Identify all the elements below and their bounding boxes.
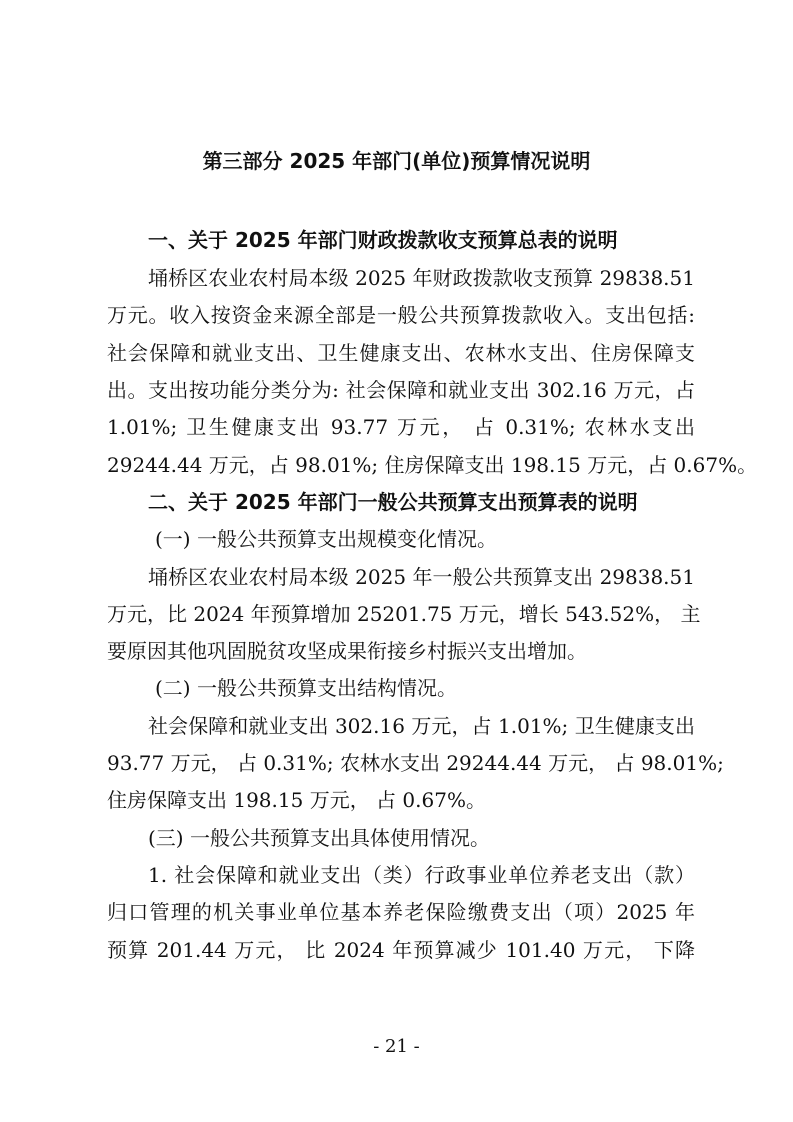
- paragraph-line: 万元。收入按资金来源全部是一般公共预算拨款收入。支出包括:: [107, 303, 695, 327]
- paragraph-line: 社会保障和就业支出 302.16 万元，占 1.01%; 卫生健康支出: [148, 714, 695, 738]
- paragraph-line: 万元，比 2024 年预算增加 25201.75 万元，增长 543.52%， 主: [107, 602, 701, 626]
- paragraph-line: 社会保障和就业支出、卫生健康支出、农林水支出、住房保障支: [107, 341, 695, 365]
- paragraph-line: 93.77 万元， 占 0.31%; 农林水支出 29244.44 万元， 占 98.01%;: [107, 751, 724, 775]
- page-number: - 21 -: [373, 1036, 420, 1057]
- paragraph-line: 住房保障支出 198.15 万元， 占 0.67%。: [107, 788, 486, 812]
- paragraph-line: 埇桥区农业农村局本级 2025 年一般公共预算支出 29838.51: [148, 565, 695, 589]
- paragraph-line: 归口管理的机关事业单位基本养老保险缴费支出（项）2025 年: [107, 900, 695, 924]
- subsection-heading: (二) 一般公共预算支出结构情况。: [155, 676, 457, 700]
- document-title: 第三部分 2025 年部门(单位)预算情况说明: [202, 149, 591, 173]
- section-heading-1: 一、关于 2025 年部门财政拨款收支预算总表的说明: [148, 228, 618, 252]
- paragraph-line: 预算 201.44 万元， 比 2024 年预算减少 101.40 万元， 下降: [107, 938, 695, 962]
- subsection-heading: (一) 一般公共预算支出规模变化情况。: [155, 527, 497, 551]
- section-heading-2: 二、关于 2025 年部门一般公共预算支出预算表的说明: [148, 490, 638, 514]
- paragraph-line: 1.01%; 卫生健康支出 93.77 万元， 占 0.31%; 农林水支出: [107, 415, 695, 439]
- paragraph-line: 29244.44 万元，占 98.01%; 住房保障支出 198.15 万元，占 0.67%。: [107, 453, 758, 477]
- paragraph-line: 要原因其他巩固脱贫攻坚成果衔接乡村振兴支出增加。: [107, 639, 587, 663]
- paragraph-line: 出。支出按功能分类分为: 社会保障和就业支出 302.16 万元，占: [107, 378, 695, 402]
- paragraph-line: 1. 社会保障和就业支出（类）行政事业单位养老支出（款）: [148, 863, 695, 887]
- paragraph-line: 埇桥区农业农村局本级 2025 年财政拨款收支预算 29838.51: [148, 266, 695, 290]
- subsection-heading: (三) 一般公共预算支出具体使用情况。: [148, 826, 490, 850]
